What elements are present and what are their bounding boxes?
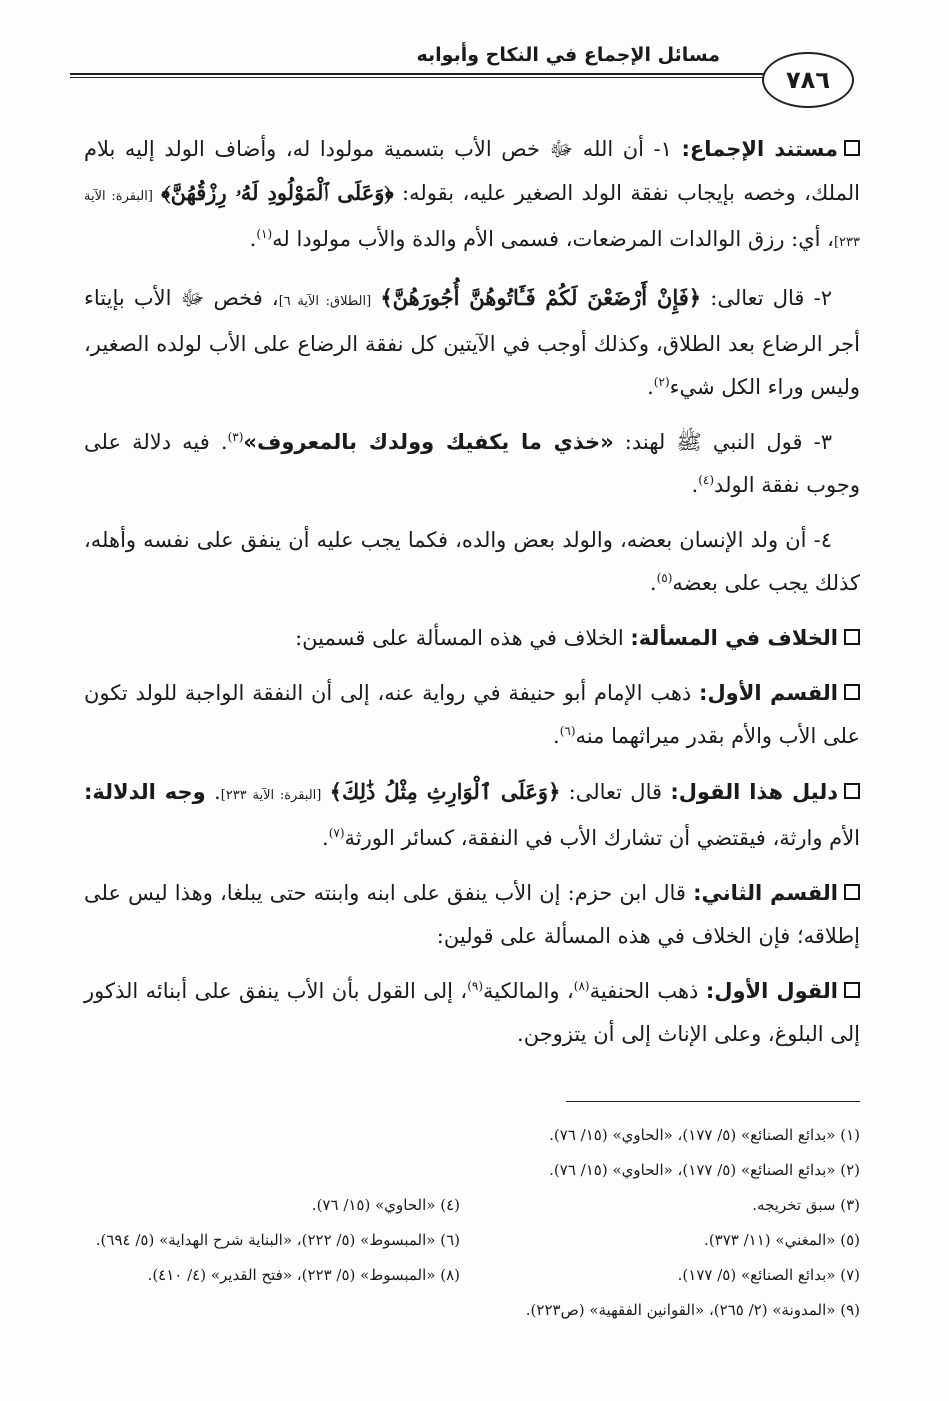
sentence-end: . (249, 227, 257, 251)
section-heading: القول الأول: (705, 979, 838, 1003)
sentence-end: . (647, 375, 654, 399)
paragraph-text: الأم وارثة، فيقتضي أن تشارك الأب في النفقة، كسائر الورثة (344, 826, 860, 850)
quran-verse: ﴿فَإِنْ أَرْضَعْنَ لَكُمْ فَـَٔاتُوهُنَّ أُجُورَهُنَّ﴾ (380, 285, 702, 310)
paragraph-text: ذهب الإمام أبو حنيفة في رواية عنه، إلى أن النفقة الواجبة للولد تكون على الأب والأم بقدر ميراثهما منه (84, 681, 860, 748)
footnote-marker[interactable]: (٤) (698, 473, 715, 487)
footnote-separator (566, 1101, 860, 1102)
paragraph-evidence-2 (84, 276, 860, 409)
paragraph-text: ١- أن الله ﷻ خص الأب بتسمية مولودا له، وأضاف الولد إليه بلام الملك، وخصه بإيجاب نفقة الولد الصغير عليه، بقوله: (84, 137, 860, 205)
footnote-1: (١) «بدائع الصنائع» (٥/ ١٧٧)، «الحاوي» (١٥/ ٧٦). (549, 1126, 860, 1144)
footnote-6: (٦) «المبسوط» (٥/ ٢٢٢)، «البناية شرح الهداية» (٥/ ٦٩٤). (95, 1231, 460, 1249)
footnote-marker[interactable]: (٩) (467, 979, 484, 993)
paragraph-evidence-3 (84, 421, 860, 507)
sentence-end: . (322, 826, 329, 850)
paragraph-text: ، والمالكية (483, 979, 574, 1003)
footnote-marker[interactable]: (٢) (653, 375, 670, 389)
paragraph-text: ذهب الحنفية (589, 979, 699, 1003)
square-bullet-icon (844, 884, 860, 900)
verse-reference: [الطلاق: الآية ٦] (278, 294, 372, 309)
paragraph-text: قال تعالى: (568, 780, 663, 804)
paragraph-text: ٢- قال تعالى: (710, 286, 832, 310)
square-bullet-icon (844, 629, 860, 645)
sentence-end: . (553, 724, 560, 748)
paragraph-text: ، أي: رزق الوالدات المرضعات، فسمى الأم والدة والأب مولودا له (272, 227, 834, 251)
page-number: ٧٨٦ (762, 52, 854, 108)
footnote-marker[interactable]: (٧) (328, 826, 345, 840)
footnotes (84, 1118, 860, 1328)
running-header-title: مسائل الإجماع في النكاح وأبوابه (416, 44, 720, 66)
footnote-row (84, 1223, 860, 1258)
quran-verse: ﴿وَعَلَى ٱلْوَارِثِ مِثْلُ ذَٰلِكَ﴾ (329, 779, 561, 804)
footnote-marker[interactable]: (٨) (573, 979, 590, 993)
footnote-row (84, 1258, 860, 1293)
sentence-end: . (649, 571, 657, 595)
square-bullet-icon (844, 783, 860, 799)
paragraph-evidence-1 (84, 128, 860, 264)
footnote-marker[interactable]: (١) (256, 227, 273, 241)
quran-verse: ﴿وَعَلَى ٱلْمَوْلُودِ لَهُۥ رِزْقُهُنَّ﴾ (161, 180, 394, 205)
paragraph-evidence-of-opinion (84, 770, 860, 860)
paragraph-second-part (84, 872, 860, 958)
paragraph-first-opinion (84, 970, 860, 1056)
footnote-2: (٢) «بدائع الصنائع» (٥/ ١٧٧)، «الحاوي» (١٥/ ٧٦). (549, 1161, 860, 1179)
paragraph-text: ، فخص ﷻ الأب بإيتاء أجر الرضاع بعد الطلاق، وكذلك أوجب في الآيتين كل نفقة الرضاع على الأب لولده الصغير، وليس وراء الكل شيء (84, 286, 860, 399)
sentence-end: . (691, 473, 699, 497)
footnote-marker[interactable]: (٦) (559, 724, 576, 738)
footnote-9: (٩) «المدونة» (٢/ ٢٦٥)، «القوانين الفقهية» (ص٢٢٣). (525, 1301, 860, 1319)
section-heading: وجه الدلالة: (84, 780, 206, 804)
footnote-5: (٥) «المغني» (١١/ ٣٧٣). (704, 1231, 860, 1249)
section-heading: الخلاف في المسألة: (630, 626, 838, 650)
paragraph-text: ٣- قول النبي ﷺ لهند: (624, 430, 832, 454)
footnote-4: (٤) «الحاوي» (١٥/ ٧٦). (311, 1196, 460, 1214)
paragraph-text: الخلاف في هذه المسألة على قسمين: (295, 626, 624, 650)
footnote-row (84, 1188, 860, 1223)
square-bullet-icon (844, 684, 860, 700)
paragraph-first-part (84, 672, 860, 758)
hadith-quote: «خذي ما يكفيك وولدك بالمعروف» (243, 430, 614, 454)
footnote-marker[interactable]: (٣) (227, 430, 244, 444)
square-bullet-icon (844, 140, 860, 156)
section-heading: مستند الإجماع: (681, 137, 838, 161)
section-heading: القسم الثاني: (693, 881, 838, 905)
paragraph-evidence-4 (84, 519, 860, 605)
paragraph-text: . فيه دلالة على وجوب نفقة الولد (84, 430, 860, 497)
footnote-8: (٨) «المبسوط» (٥/ ٢٢٣)، «فتح القدير» (٤/ ٤١٠). (147, 1266, 460, 1284)
section-heading: دليل هذا القول: (670, 780, 839, 804)
footnote-3: (٣) سبق تخريجه. (752, 1196, 860, 1214)
verse-reference: [البقرة: الآية ٢٣٣] (84, 189, 860, 250)
paragraph-text: ٤- أن ولد الإنسان بعضه، والولد بعض والده، فكما يجب عليه أن ينفق على نفسه وأهله، كذلك يجب على بعضه (84, 528, 860, 595)
paragraph-disagreement (84, 617, 860, 660)
square-bullet-icon (844, 982, 860, 998)
verse-reference: [البقرة: الآية ٢٣٣] (220, 788, 322, 803)
paragraph-text: ، إلى القول بأن الأب ينفق على أبنائه الذكور إلى البلوغ، وعلى الإناث إلى أن يتزوجن. (84, 979, 860, 1046)
main-text (84, 128, 860, 1068)
header-rule-thin (70, 77, 770, 78)
paragraph-text: قال ابن حزم: إن الأب ينفق على ابنه وابنته حتى يبلغا، وهذا ليس على إطلاقه؛ فإن الخلاف في هذه المسألة على قولين: (84, 881, 860, 948)
footnote-7: (٧) «بدائع الصنائع» (٥/ ١٧٧). (677, 1266, 860, 1284)
footnote-marker[interactable]: (٥) (656, 571, 673, 585)
sentence-end: . (214, 780, 221, 804)
section-heading: القسم الأول: (699, 681, 838, 705)
header-rule (70, 73, 770, 75)
